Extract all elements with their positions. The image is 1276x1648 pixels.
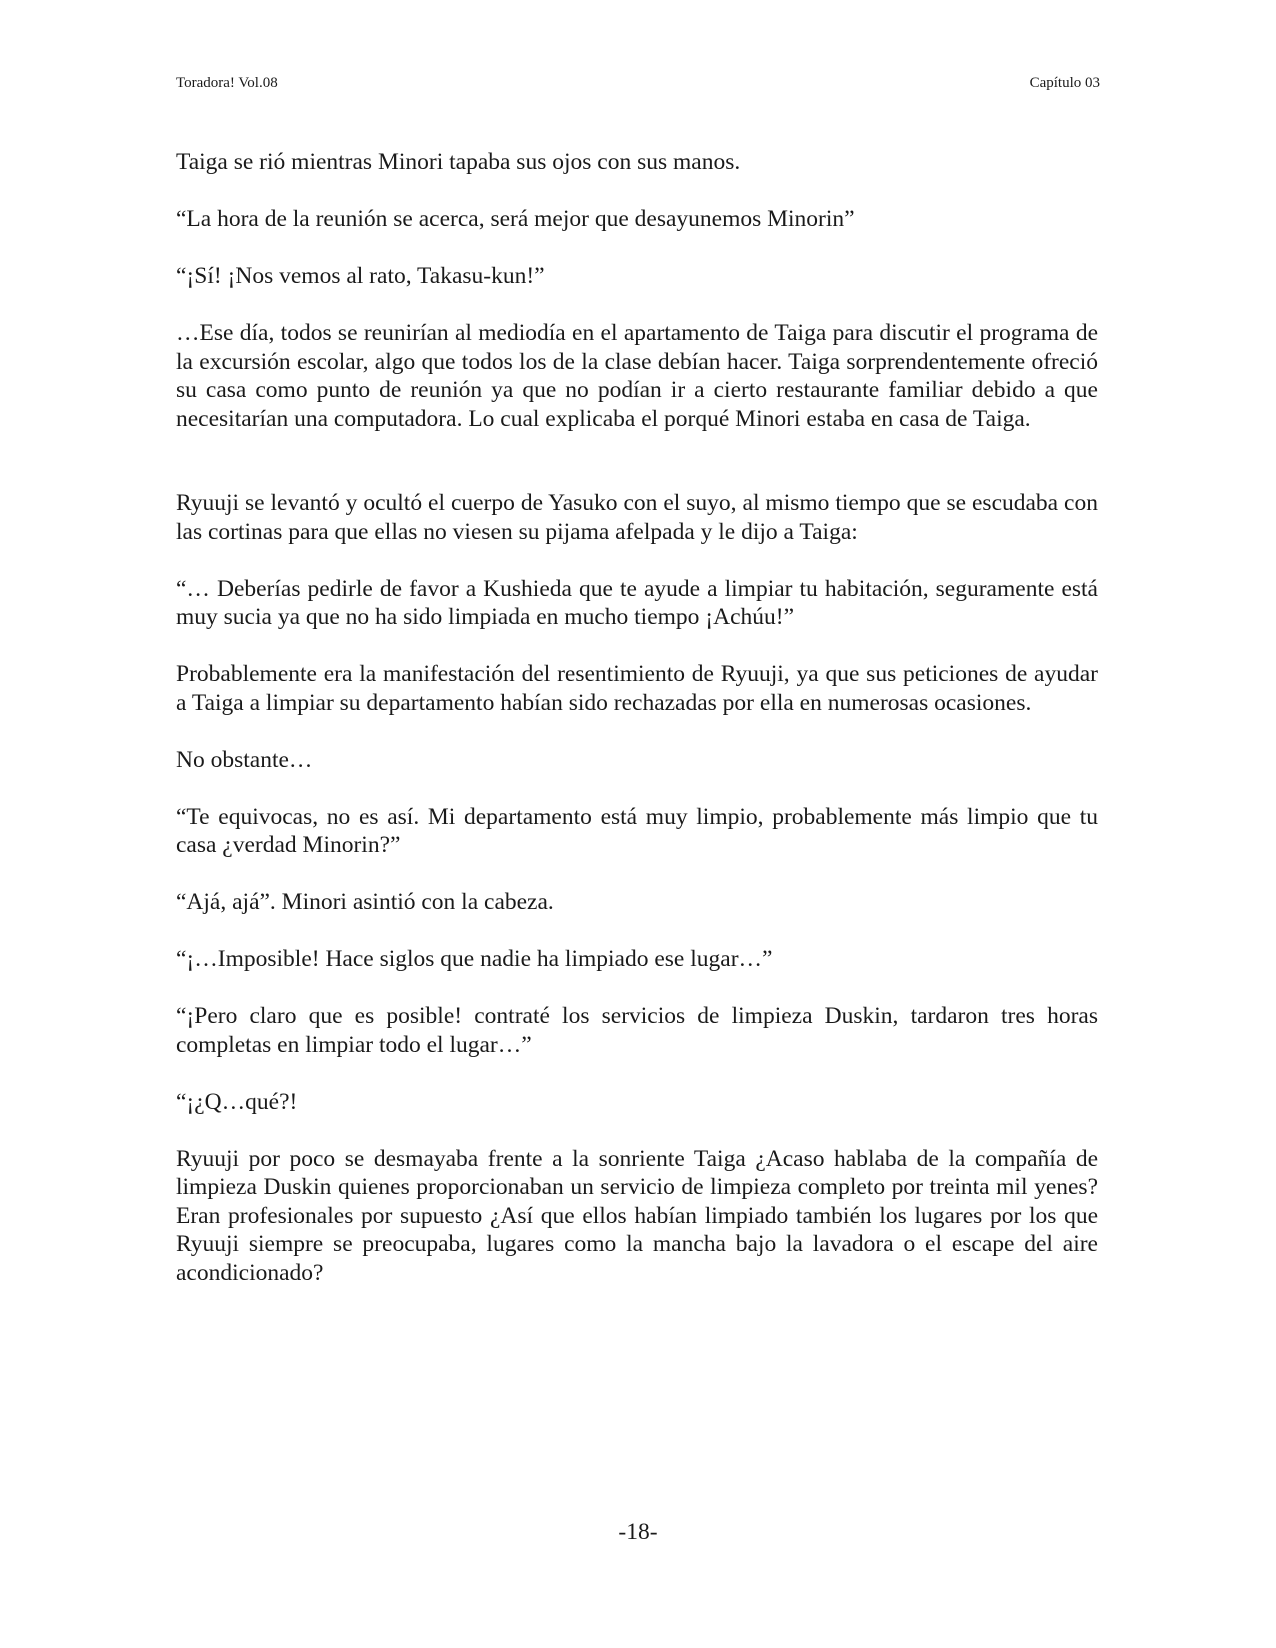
paragraph: “La hora de la reunión se acerca, será mejor que desayunemos Minorin” [176, 206, 855, 232]
paragraph: Probablemente era la manifestación del resentimiento de Ryuuji, ya que sus peticiones de ayudar a Taiga a limpiar su departamento habían sido rechazadas por ella en numerosas ocasiones. [176, 661, 1098, 716]
paragraph: No obstante… [176, 746, 313, 773]
paragraph: “¡Pero claro que es posible! contraté los servicios de limpieza Duskin, tardaron tres horas completas en limpiar todo el lugar…” [176, 1003, 1098, 1058]
paragraph: Ryuuji por poco se desmayaba frente a la sonriente Taiga ¿Acaso hablaba de la compañía de limpieza Duskin quienes proporcionaban un servicio de limpieza completo por treinta mil yenes? Eran profesionales por supuesto ¿Así que ellos habían limpiado también los lugares por los que Ryuuji siempre se preocupaba, lugares como la mancha bajo la lavadora o el escape del aire acondicionado? [176, 1145, 1098, 1286]
paragraph: “¡…Imposible! Hace siglos que nadie ha limpiado ese lugar…” [176, 946, 773, 972]
chapter-label: Capítulo 03 [1029, 75, 1100, 91]
paragraph: “¡Sí! ¡Nos vemos al rato, Takasu-kun!” [176, 263, 545, 289]
paragraph: Ryuuji se levantó y ocultó el cuerpo de Yasuko con el suyo, al mismo tiempo que se escudaba con las cortinas para que ellas no viesen su pijama afelpada y le dijo a Taiga: [176, 490, 1098, 545]
page-number: -18- [618, 1519, 658, 1545]
paragraph: Taiga se rió mientras Minori tapaba sus ojos con sus manos. [176, 149, 741, 175]
page-body [176, 148, 1098, 1316]
paragraph: …Ese día, todos se reunirían al mediodía en el apartamento de Taiga para discutir el programa de la excursión escolar, algo que todos los de la clase debían hacer. Taiga sorprendentemente ofreció su casa como punto de reunión ya que no podían ir a cierto restaurante familiar debido a que necesitarían una computadora. Lo cual explicaba el porqué Minori estaba en casa de Taiga. [176, 320, 1098, 432]
paragraph: “Ajá, ajá”. Minori asintió con la cabeza. [176, 889, 554, 915]
page-header [176, 73, 1100, 93]
paragraph: “Te equivocas, no es así. Mi departamento está muy limpio, probablemente más limpio que tu casa ¿verdad Minorin?” [176, 803, 1098, 858]
paragraph: “¡¿Q…qué?! [176, 1088, 298, 1115]
book-title: Toradora! Vol.08 [176, 75, 278, 91]
paragraph: “… Deberías pedirle de favor a Kushieda que te ayude a limpiar tu habitación, seguramente está muy sucia ya que no ha sido limpiada en mucho tiempo ¡Achúu!” [176, 575, 1098, 630]
